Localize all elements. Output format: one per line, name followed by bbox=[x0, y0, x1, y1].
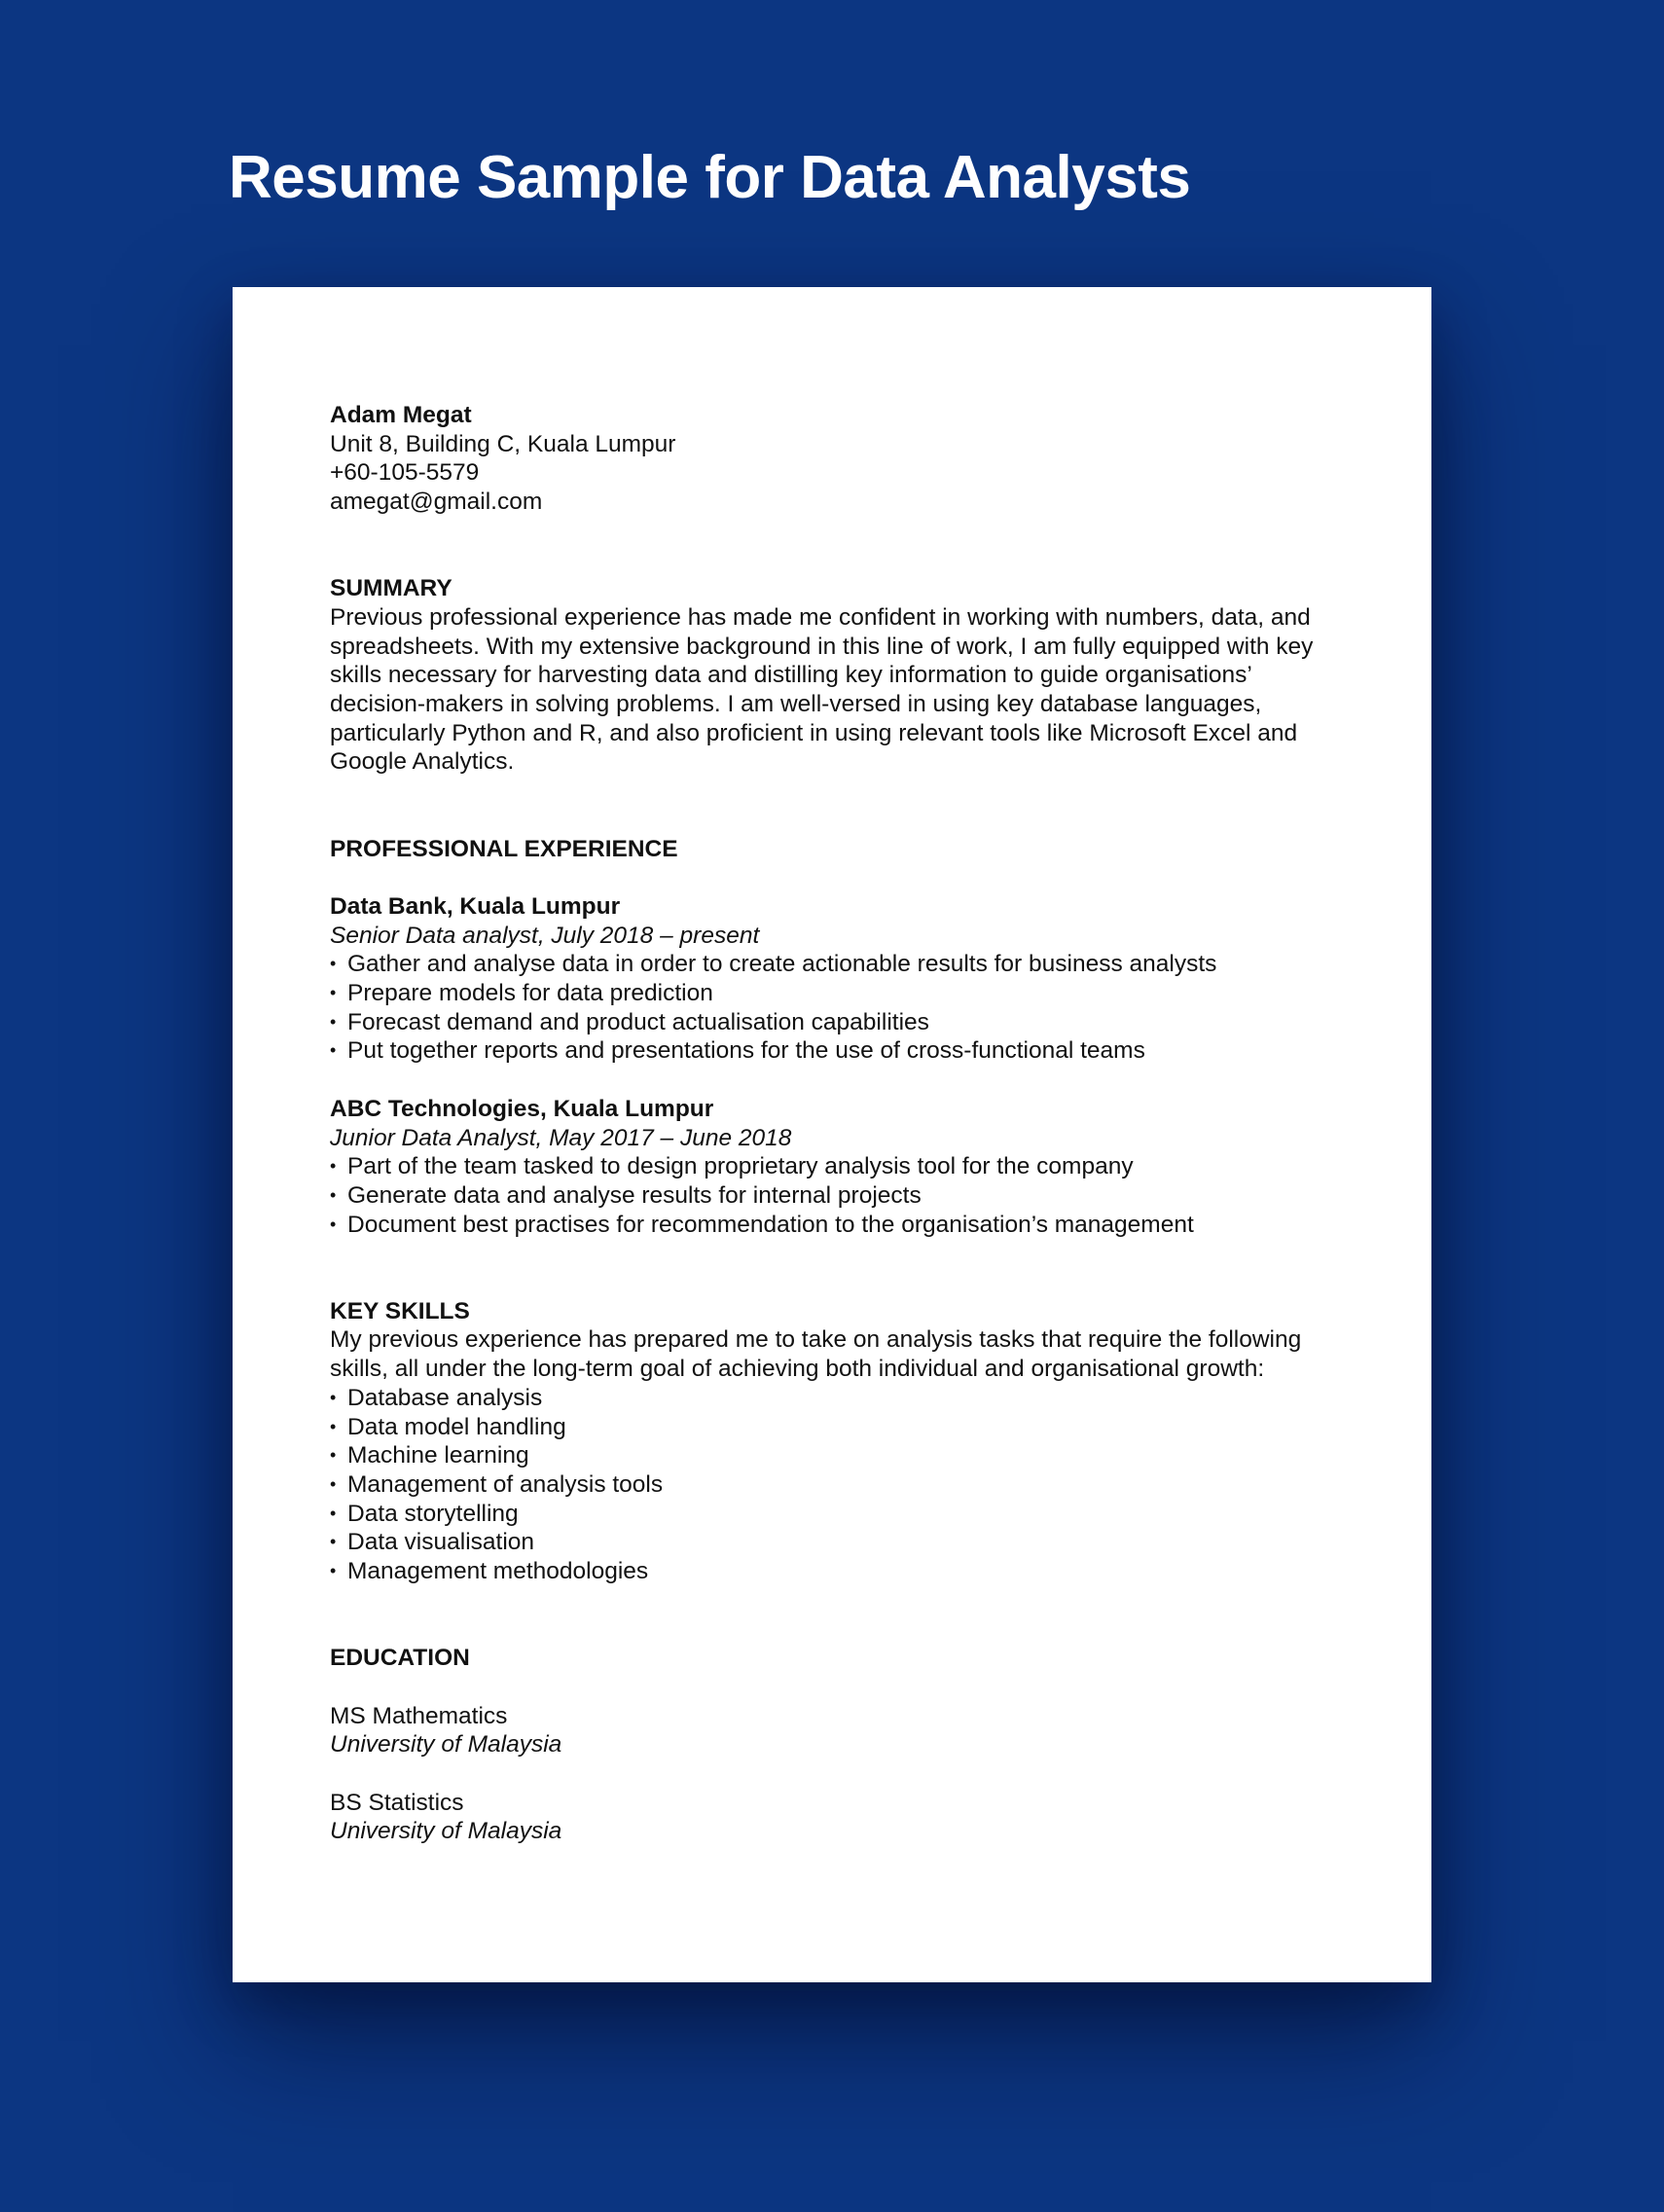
candidate-name: Adam Megat bbox=[330, 402, 472, 428]
duty-item: • Prepare models for data prediction bbox=[330, 979, 1342, 1008]
experience-heading: PROFESSIONAL EXPERIENCE bbox=[330, 835, 678, 862]
resume-content bbox=[330, 401, 1342, 1846]
job-duties bbox=[330, 1152, 1342, 1239]
job-duties bbox=[330, 950, 1342, 1066]
degree-name: BS Statistics bbox=[330, 1789, 464, 1816]
skill-item: • Database analysis bbox=[330, 1384, 1342, 1413]
contact-block bbox=[330, 401, 1342, 517]
page-title: Resume Sample for Data Analysts bbox=[229, 144, 1191, 211]
education-heading: EDUCATION bbox=[330, 1645, 470, 1672]
degree-school: University of Malaysia bbox=[330, 1818, 562, 1845]
duty-item: • Forecast demand and product actualisation capabilities bbox=[330, 1008, 1342, 1037]
skill-item: • Data storytelling bbox=[330, 1500, 1342, 1529]
summary-section bbox=[330, 574, 1342, 777]
duty-item: • Generate data and analyse results for internal projects bbox=[330, 1181, 1342, 1211]
skills-intro-line: skills, all under the long-term goal of achieving both individual and organisational growth: bbox=[330, 1356, 1265, 1383]
skill-item: • Data visualisation bbox=[330, 1528, 1342, 1557]
duty-item: • Gather and analyse data in order to create actionable results for business analysts bbox=[330, 950, 1342, 979]
job-company: ABC Technologies, Kuala Lumpur bbox=[330, 1095, 714, 1122]
candidate-phone: +60-105-5579 bbox=[330, 459, 480, 487]
skill-item: • Machine learning bbox=[330, 1441, 1342, 1470]
degree-school: University of Malaysia bbox=[330, 1731, 562, 1759]
skills-intro-line: My previous experience has prepared me to take on analysis tasks that require the following bbox=[330, 1326, 1302, 1354]
candidate-email: amegat@gmail.com bbox=[330, 489, 543, 516]
skills-heading: KEY SKILLS bbox=[330, 1297, 470, 1324]
degree-name: MS Mathematics bbox=[330, 1702, 508, 1729]
skill-item: • Management of analysis tools bbox=[330, 1470, 1342, 1500]
summary-line: Google Analytics. bbox=[330, 748, 515, 776]
skill-item: • Management methodologies bbox=[330, 1557, 1342, 1586]
duty-item: • Document best practises for recommendation to the organisation’s management bbox=[330, 1211, 1342, 1240]
skills-section bbox=[330, 1297, 1342, 1586]
job-entry bbox=[330, 1095, 1342, 1240]
duty-item: • Part of the team tasked to design proprietary analysis tool for the company bbox=[330, 1152, 1342, 1181]
job-entry bbox=[330, 892, 1342, 1066]
education-section bbox=[330, 1644, 1342, 1846]
summary-line: spreadsheets. With my extensive background in this line of work, I am fully equipped with key bbox=[330, 633, 1314, 660]
candidate-address: Unit 8, Building C, Kuala Lumpur bbox=[330, 430, 676, 457]
experience-section bbox=[330, 835, 1342, 1240]
summary-line: Previous professional experience has made me confident in working with numbers, data, and bbox=[330, 603, 1311, 631]
job-role: Senior Data analyst, July 2018 – present bbox=[330, 922, 760, 949]
summary-line: particularly Python and R, and also proficient in using relevant tools like Microsoft Excel and bbox=[330, 719, 1298, 746]
job-role: Junior Data Analyst, May 2017 – June 2018 bbox=[330, 1124, 792, 1151]
skill-item: • Data model handling bbox=[330, 1413, 1342, 1442]
resume-sheet bbox=[233, 287, 1431, 1982]
summary-line: skills necessary for harvesting data and distilling key information to guide organisations’ bbox=[330, 662, 1252, 689]
job-company: Data Bank, Kuala Lumpur bbox=[330, 892, 621, 920]
summary-heading: SUMMARY bbox=[330, 575, 452, 602]
skills-list bbox=[330, 1384, 1342, 1586]
duty-item: • Put together reports and presentations for the use of cross-functional teams bbox=[330, 1036, 1342, 1066]
summary-line: decision-makers in solving problems. I am well-versed in using key database languages, bbox=[330, 691, 1262, 718]
